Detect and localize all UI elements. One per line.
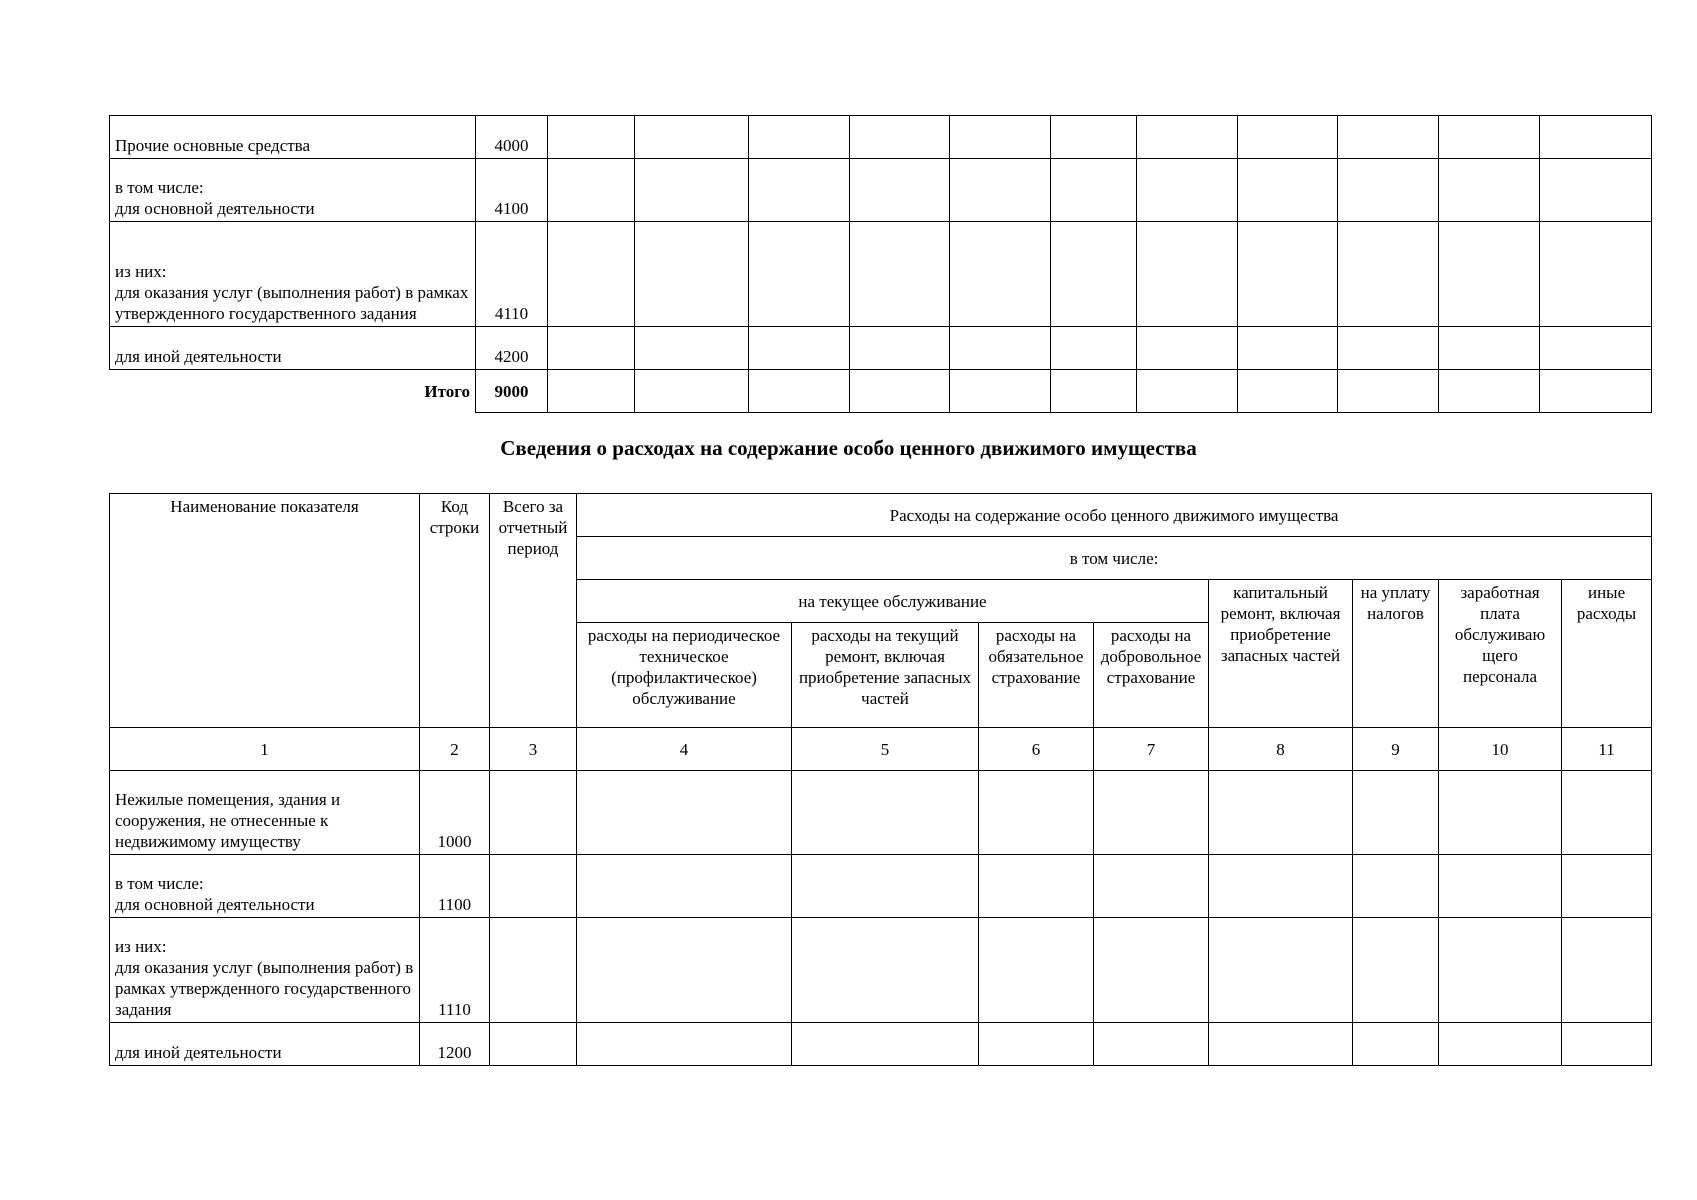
table-row	[110, 1023, 1652, 1066]
row-code: 4000	[476, 116, 548, 159]
row-code: 1000	[420, 771, 490, 855]
movable-property-expenses-table	[109, 493, 1652, 1066]
total-code: 9000	[476, 370, 548, 413]
column-number: 3	[490, 728, 577, 771]
header-taxes: на уплату налогов	[1353, 580, 1439, 728]
header-mandatory-insurance: расходы на обязательное страхование	[979, 623, 1094, 728]
table-row	[110, 327, 1652, 370]
table-row	[110, 918, 1652, 1023]
row-code: 4110	[476, 222, 548, 327]
row-code: 1100	[420, 855, 490, 918]
table-row	[110, 222, 1652, 327]
header-code: Код строки	[420, 494, 490, 728]
header-voluntary-insurance: расходы на добровольное страхование	[1094, 623, 1209, 728]
row-code: 1200	[420, 1023, 490, 1066]
header-current-service: на текущее обслуживание	[577, 580, 1209, 623]
fixed-assets-table	[109, 115, 1652, 413]
header-capital-repair: капитальный ремонт, включая приобретение запасных частей	[1209, 580, 1353, 728]
row-label: из них: для оказания услуг (выполнения работ) в рамках утвержденного государственного задания	[110, 918, 420, 1023]
column-number: 5	[792, 728, 979, 771]
column-number-row	[110, 728, 1652, 771]
column-number: 6	[979, 728, 1094, 771]
row-label: Нежилые помещения, здания и сооружения, не отнесенные к недвижимому имуществу	[110, 771, 420, 855]
total-label: Итого	[110, 370, 476, 413]
row-label: из них: для оказания услуг (выполнения работ) в рамках утвержденного государственного задания	[110, 222, 476, 327]
section-title: Сведения о расходах на содержание особо ценного движимого имущества	[500, 436, 1197, 460]
total-row	[110, 370, 1652, 413]
column-number: 9	[1353, 728, 1439, 771]
column-number: 10	[1439, 728, 1562, 771]
row-label: в том числе: для основной деятельности	[110, 159, 476, 222]
header-total: Всего за отчетный период	[490, 494, 577, 728]
row-code: 1110	[420, 918, 490, 1023]
header-expenses: Расходы на содержание особо ценного движимого имущества	[577, 494, 1652, 537]
header-current-repair: расходы на текущий ремонт, включая приобретение запасных частей	[792, 623, 979, 728]
header-other: иные расходы	[1562, 580, 1652, 728]
row-label: для иной деятельности	[110, 327, 476, 370]
row-label: Прочие основные средства	[110, 116, 476, 159]
table-row	[110, 116, 1652, 159]
header-including: в том числе:	[577, 537, 1652, 580]
row-code: 4200	[476, 327, 548, 370]
row-label: для иной деятельности	[110, 1023, 420, 1066]
header-salary: заработная плата обслуживаю щего персонала	[1439, 580, 1562, 728]
column-number: 1	[110, 728, 420, 771]
column-number: 8	[1209, 728, 1353, 771]
column-number: 4	[577, 728, 792, 771]
column-number: 11	[1562, 728, 1652, 771]
row-label: в том числе: для основной деятельности	[110, 855, 420, 918]
row-code: 4100	[476, 159, 548, 222]
table-row	[110, 855, 1652, 918]
header-row	[110, 494, 1652, 537]
table-row	[110, 771, 1652, 855]
header-name: Наименование показателя	[110, 494, 420, 728]
column-number: 7	[1094, 728, 1209, 771]
header-periodic: расходы на периодическое техническое (профилактическое) обслуживание	[577, 623, 792, 728]
table-row	[110, 159, 1652, 222]
column-number: 2	[420, 728, 490, 771]
